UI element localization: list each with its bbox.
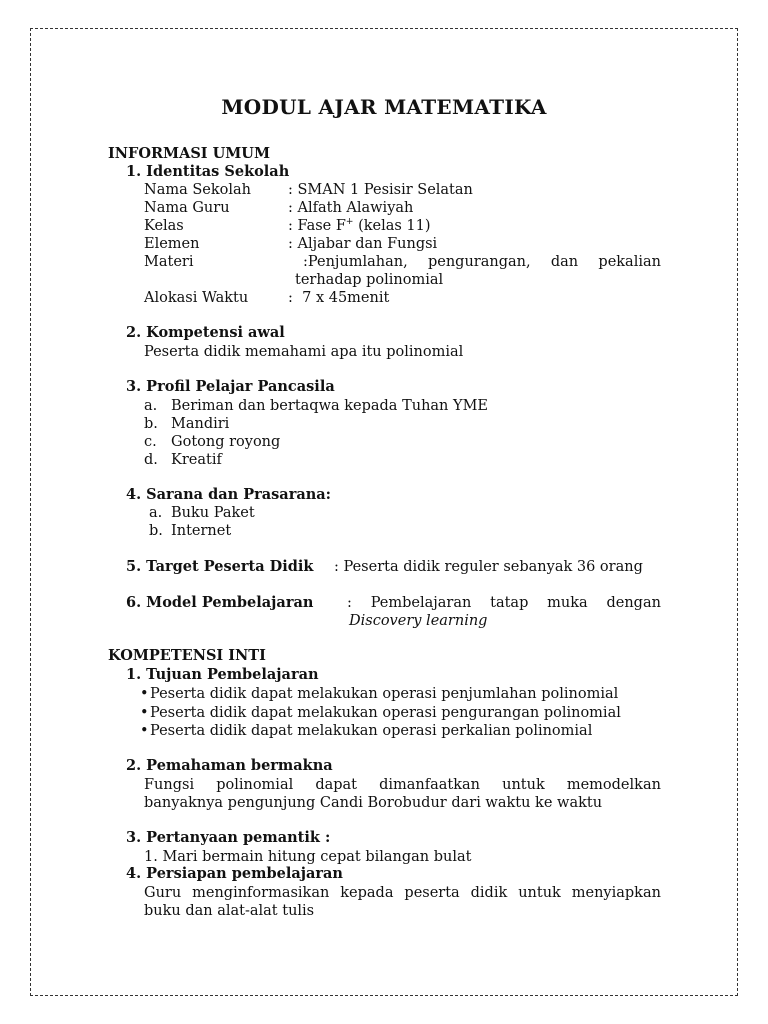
text-persiapan-line2: buku dan alat-alat tulis bbox=[144, 903, 315, 919]
section-heading-informasi-umum: INFORMASI UMUM bbox=[108, 145, 271, 162]
profil-marker-b: b. bbox=[144, 416, 158, 432]
text-pertanyaan-item: 1. Mari bermain hitung cepat bilangan bulat bbox=[144, 849, 472, 865]
value-elemen: : Aljabar dan Fungsi bbox=[288, 236, 438, 252]
sarana-item-a: Buku Paket bbox=[171, 505, 255, 521]
section-heading-kompetensi-inti: KOMPETENSI INTI bbox=[108, 647, 266, 664]
list-item: •Peserta didik dapat melakukan operasi penjumlahan polinomial bbox=[140, 686, 619, 702]
label-alokasi-waktu: Alokasi Waktu bbox=[144, 290, 249, 306]
text-kompetensi-awal: Peserta didik memahami apa itu polinomial bbox=[144, 344, 464, 360]
text-model-line1: : Pembelajaran tatap muka dengan bbox=[347, 595, 661, 611]
document-title: MODUL AJAR MATEMATIKA bbox=[221, 95, 547, 119]
subheading-kompetensi-awal: 2. Kompetensi awal bbox=[126, 324, 285, 341]
subheading-profil-pelajar: 3. Profil Pelajar Pancasila bbox=[126, 378, 335, 395]
subheading-identitas-sekolah: 1. Identitas Sekolah bbox=[126, 163, 290, 180]
label-materi: Materi bbox=[144, 254, 194, 270]
profil-marker-d: d. bbox=[144, 452, 158, 468]
value-materi-line2: terhadap polinomial bbox=[295, 272, 444, 288]
profil-item-a: Beriman dan bertaqwa kepada Tuhan YME bbox=[171, 398, 489, 414]
subheading-target-peserta: 5. Target Peserta Didik bbox=[126, 558, 314, 575]
profil-item-b: Mandiri bbox=[171, 416, 230, 432]
bullet-icon: • bbox=[140, 723, 149, 739]
list-item: •Peserta didik dapat melakukan operasi perkalian polinomial bbox=[140, 723, 593, 739]
bullet-icon: • bbox=[140, 705, 149, 721]
profil-item-d: Kreatif bbox=[171, 452, 222, 468]
list-item: •Peserta didik dapat melakukan operasi pengurangan polinomial bbox=[140, 705, 621, 721]
value-nama-guru: : Alfath Alawiyah bbox=[288, 200, 414, 216]
label-nama-guru: Nama Guru bbox=[144, 200, 230, 216]
text-pemahaman-line1: Fungsi polinomial dapat dimanfaatkan untuk memodelkan bbox=[144, 777, 661, 793]
value-alokasi-waktu: : 7 x 45menit bbox=[288, 290, 390, 306]
value-kelas: : Fase F+ (kelas 11) bbox=[288, 217, 431, 234]
subheading-model-pembelajaran: 6. Model Pembelajaran bbox=[126, 594, 314, 611]
label-elemen: Elemen bbox=[144, 236, 200, 252]
label-kelas: Kelas bbox=[144, 218, 184, 234]
profil-marker-a: a. bbox=[144, 398, 158, 414]
subheading-persiapan-pembelajaran: 4. Persiapan pembelajaran bbox=[126, 865, 343, 882]
sarana-marker-b: b. bbox=[149, 523, 163, 539]
subheading-sarana-prasarana: 4. Sarana dan Prasarana: bbox=[126, 486, 332, 503]
profil-marker-c: c. bbox=[144, 434, 157, 450]
text-model-line2: Discovery learning bbox=[349, 613, 488, 629]
value-kelas-superscript: + bbox=[345, 217, 354, 228]
text-target-peserta: : Peserta didik reguler sebanyak 36 orang bbox=[334, 559, 643, 575]
subheading-pemahaman-bermakna: 2. Pemahaman bermakna bbox=[126, 757, 333, 774]
value-nama-sekolah: : SMAN 1 Pesisir Selatan bbox=[288, 182, 473, 198]
sarana-item-b: Internet bbox=[171, 523, 232, 539]
subheading-tujuan-pembelajaran: 1. Tujuan Pembelajaran bbox=[126, 666, 319, 683]
bullet-icon: • bbox=[140, 686, 149, 702]
sarana-marker-a: a. bbox=[149, 505, 163, 521]
profil-item-c: Gotong royong bbox=[171, 434, 281, 450]
label-nama-sekolah: Nama Sekolah bbox=[144, 182, 251, 198]
text-pemahaman-line2: banyaknya pengunjung Candi Borobudur dari waktu ke waktu bbox=[144, 795, 603, 811]
text-persiapan-line1: Guru menginformasikan kepada peserta didik untuk menyiapkan bbox=[144, 885, 661, 901]
subheading-pertanyaan-pemantik: 3. Pertanyaan pemantik : bbox=[126, 829, 331, 846]
value-materi-line1: :Penjumlahan, pengurangan, dan pekalian bbox=[303, 254, 661, 270]
